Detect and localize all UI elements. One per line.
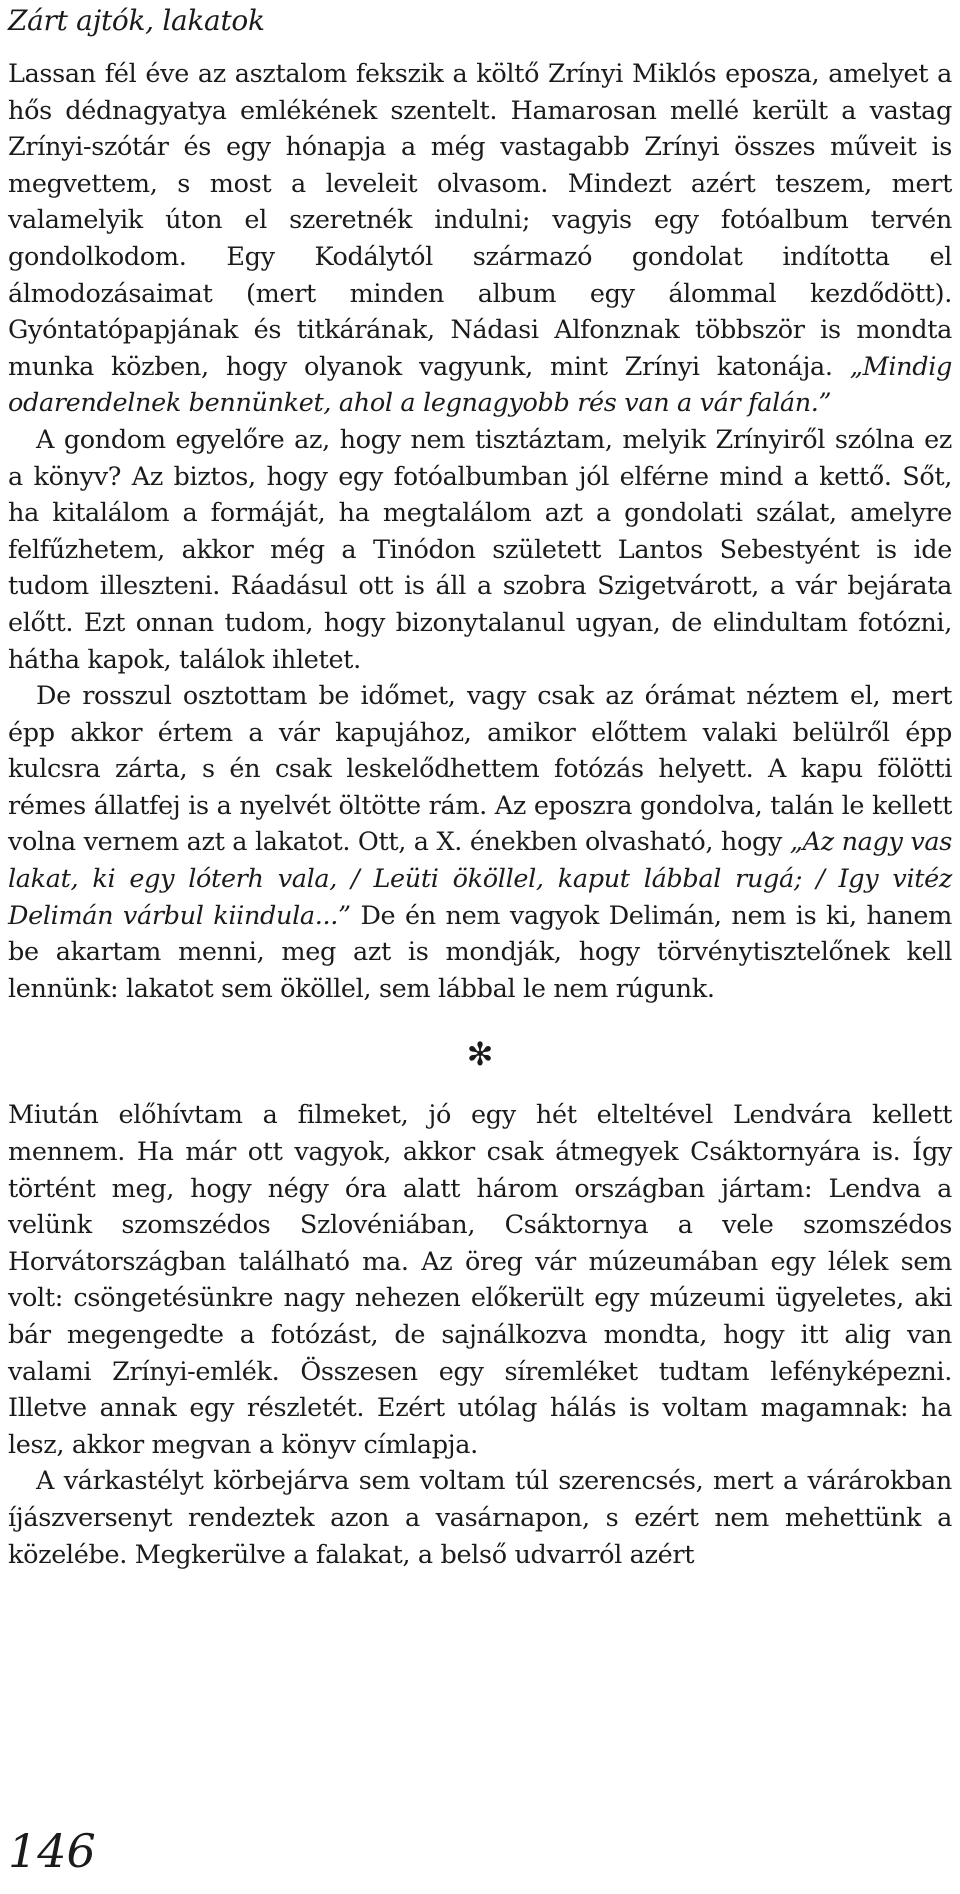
paragraph-1 xyxy=(8,56,952,422)
kodaly-quote: „Mindig odarendelnek bennünket, ahol a legnagyobb rés van a vár falán.” xyxy=(8,351,952,419)
paragraph-1-text: Lassan fél éve az asztalom fekszik a költő Zrínyi Miklós eposza, amelyet a hős dédnagyatya emlékének szentelt. Hamarosan mellé került a vastag Zrínyi-szótár és egy hónapja a még vastagabb Zrínyi összes műveit is megvettem, s most a leveleit olvasom. Mindezt azért teszem, mert valamelyik úton el szeretnék indulni; vagyis egy fotóalbum tervén gondolkodom. Egy Kodálytól származó gondolat indította el álmodozásaimat (mert minden album egy álommal kezdődött). Gyóntatópapjának és titkárának, Nádasi Alfonznak többször is mondta munka közben, hogy olyanok vagyunk, mint Zrínyi katonája. xyxy=(8,59,952,382)
paragraph-3-text-b: De én nem vagyok Delimán, nem is ki, hanem be akartam menni, meg azt is mondják, hogy törvénytisztelőnek kell lennünk: lakatot sem ököllel, sem lábbal le nem rúgunk. xyxy=(8,900,953,1004)
epic-quote: „Az nagy vas lakat, ki egy lóterh vala, / Leüti ököllel, kaput lábbal rugá; / Igy vitéz Delimán várbul kiindula...” xyxy=(8,827,953,931)
paragraph-5: A várkastélyt körbejárva sem voltam túl szerencsés, mert a várárokban íjászversenyt rendeztek azon a vasárnapon, s ezért nem mehettünk a közelébe. Megkerülve a falakat, a belső udvarról azért xyxy=(8,1466,952,1570)
paragraph-2: A gondom egyelőre az, hogy nem tisztáztam, melyik Zrínyiről szólna ez a könyv? Az biztos, hogy egy fotóalbumban jól elférne mind a kettő. Sőt, ha kitalálom a formáját, ha megtalálom azt a gondolati szálat, amelyre felfűzhetem, akkor még a Tinódon született Lantos Sebestyént is ide tudom illeszteni. Ráadásul ott is áll a szobra Szigetvárott, a vár bejárata előtt. Ezt onnan tudom, hogy bizonytalanul ugyan, de elindultam fotózni, hátha kapok, találok ihletet. xyxy=(8,424,952,675)
body-text xyxy=(8,56,952,1573)
page-number: 146 xyxy=(8,1824,96,1878)
paragraph-3 xyxy=(8,678,952,1007)
section-break-asterisk-icon: ✻ xyxy=(466,1035,494,1074)
paragraph-4: Miután előhívtam a filmeket, jó egy hét elteltével Lendvára kellett mennem. Ha már ott vagyok, akkor csak átmegyek Csáktornyára is. Így történt meg, hogy négy óra alatt három országban jártam: Lendva a velünk szomszédos Szlovéniában, Csáktornya a vele szomszédos Horvátországban található ma. Az öreg vár múzeumában egy lélek sem volt: csöngetésünkre nagy nehezen előkerült egy múzeumi ügyeletes, aki bár megengedte a fotózást, de sajnálkozva mondta, hogy itt alig van valami Zrínyi-emlék. Összesen egy síremléket tudtam lefényképezni. Illetve annak egy részletét. Ezért utólag hálás is voltam magamnak: ha lesz, akkor megvan a könyv címlapja. xyxy=(8,1100,952,1460)
chapter-title: Zárt ajtók, lakatok xyxy=(8,4,265,37)
paragraph-3-text-a: De rosszul osztottam be időmet, vagy csak az órámat néztem el, mert épp akkor értem a vár kapujához, amikor előttem valaki belülről épp kulcsra zárta, s én csak leskelődhettem fotózás helyett. A kapu fölötti rémes állatfej is a nyelvét öltötte rám. Az eposzra gondolva, talán le kellett volna vernem azt a lakatot. Ott, a X. énekben olvasható, hogy xyxy=(8,681,952,858)
book-page xyxy=(8,0,952,1573)
